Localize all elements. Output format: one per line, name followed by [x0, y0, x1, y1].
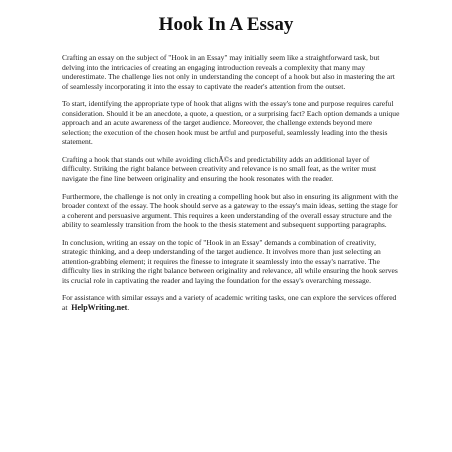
paragraph-4: Furthermore, the challenge is not only in creating a compelling hook but also in ensuring its alignment with the broader context of the essay. The hook should serve as a gateway to the essay's main ideas, setting the stage for a coherent and persuasive argument. This requires a keen understanding of the overall essay structure and the ability to seamlessly transition from the hook to the thesis statement and subsequent supporting paragraphs. — [62, 191, 398, 230]
paragraph-5: In conclusion, writing an essay on the topic of "Hook in an Essay" demands a combination of creativity, strategic thinking, and a deep understanding of the target audience. It involves more than just selecting an attention-grabbing element; it requires the finesse to integrate it seamlessly into the essay's narrative. The difficulty lies in striking the right balance between originality and relevance, all while ensuring the hook serves its crucial role in captivating the reader and laying the foundation for the essay's overarching message. — [62, 237, 398, 285]
paragraph-2: To start, identifying the appropriate type of hook that aligns with the essay's tone and purpose requires careful consideration. Should it be an anecdote, a quote, a question, or a surprising fact? Each option demands a unique approach and an acute awareness of the target audience. Moreover, the challenge extends beyond mere selection; the execution of the chosen hook must be artful and purposeful, seamlessly leading into the thesis statement. — [62, 99, 400, 147]
closing-period: . — [127, 303, 130, 313]
paragraph-3: Crafting a hook that stands out while avoiding clichÃ©s and predictability adds an additional layer of difficulty. Striking the right balance between creativity and relevance is no small feat, as the writer must navigate the fine line between originality and ensuring the hook resonates with the reader. — [62, 154, 377, 184]
brand-link[interactable]: HelpWriting.net — [71, 303, 128, 313]
document-body — [62, 53, 400, 313]
document-title: Hook In A Essay — [158, 14, 294, 35]
paragraph-1: Crafting an essay on the subject of "Hook in an Essay" may initially seem like a straightforward task, but delving into the intricacies of creating an engaging introduction reveals a complexity that many may underestimate. The challenge lies not only in understanding the concept of a hook but also in mastering the art of seamlessly incorporating it into the essay to captivate the reader's attention from the outset. — [62, 53, 395, 91]
closing-text: For assistance with similar essays and a variety of academic writing tasks, one can explore the services offered at — [62, 293, 397, 313]
closing-paragraph — [62, 293, 400, 312]
